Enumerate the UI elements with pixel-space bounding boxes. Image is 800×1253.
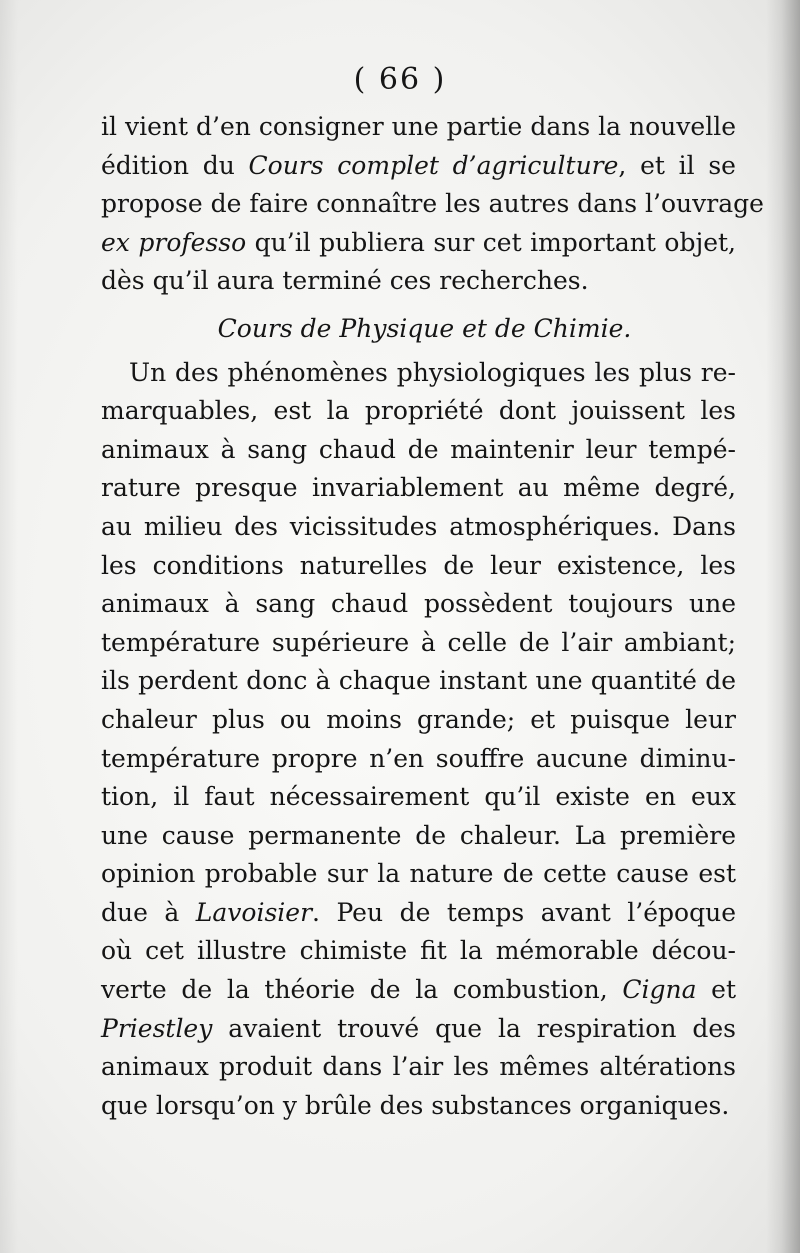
text-run: qu’il publiera sur cet important objet,: [246, 227, 736, 257]
text-run: animaux à sang chaud de maintenir leur tempé-: [101, 434, 736, 464]
text-line: [101, 108, 736, 147]
italic-text: Priestley: [101, 1013, 213, 1043]
text-line: [101, 547, 736, 586]
text-line: [101, 624, 736, 663]
section-heading: Cours de Physique et de Chimie.: [217, 313, 632, 343]
text-run: Un des phénomènes physiologiques les plus re-: [129, 357, 736, 387]
text-line: [101, 701, 736, 740]
text-line: [101, 894, 736, 933]
text-line: [101, 971, 736, 1010]
text-run: marquables, est la propriété dont jouissent les: [101, 396, 736, 426]
text-run: température supérieure à celle de l’air ambiant;: [101, 627, 736, 657]
text-run: les conditions naturelles de leur existence, les: [101, 550, 736, 580]
page-edge-shadow: [0, 0, 18, 1253]
text-line: [101, 855, 736, 894]
text-line: [101, 392, 736, 431]
text-run: édition du: [101, 150, 249, 180]
italic-text: ex professo: [101, 227, 247, 257]
text-run: ils perdent donc à chaque instant une quantité de: [101, 666, 736, 696]
page-body: [101, 108, 764, 1125]
text-line: [101, 662, 736, 701]
text-line: [101, 354, 736, 393]
text-line: [101, 262, 736, 301]
text-run: dès qu’il aura terminé ces recherches.: [101, 266, 589, 296]
text-run: et: [696, 975, 736, 1005]
text-run: opinion probable sur la nature de cette cause est: [101, 859, 736, 889]
text-line: [101, 1010, 736, 1049]
text-line: [101, 740, 736, 779]
text-run: où cet illustre chimiste fit la mémorable décou-: [101, 936, 736, 966]
italic-text: Cigna: [622, 975, 697, 1005]
text-run: , et il se: [618, 150, 736, 180]
text-line: [101, 1087, 736, 1126]
text-run: au milieu des vicissitudes atmosphériques. Dans: [101, 511, 736, 541]
italic-text: Cours complet d’agriculture: [248, 150, 619, 180]
text-line: [101, 585, 736, 624]
text-run: avaient trouvé que la respiration des: [212, 1013, 736, 1043]
text-line: [101, 431, 736, 470]
text-line: [101, 147, 736, 186]
text-line: [101, 508, 736, 547]
text-run: que lorsqu’on y brûle des substances organiques.: [101, 1090, 730, 1120]
text-run: due à: [101, 897, 196, 927]
text-line: [101, 1048, 736, 1087]
page-number: ( 66 ): [353, 62, 447, 97]
text-run: rature presque invariablement au même degré,: [101, 473, 736, 503]
text-run: température propre n’en souffre aucune diminu-: [101, 743, 736, 773]
paragraph-physique-chimie: [101, 354, 736, 1126]
binding-gutter-shadow: [766, 0, 800, 1253]
text-run: tion, il faut nécessairement qu’il existe en eux: [101, 782, 736, 812]
text-run: verte de la théorie de la combustion,: [101, 975, 623, 1005]
text-run: une cause permanente de chaleur. La première: [101, 820, 736, 850]
text-run: chaleur plus ou moins grande; et puisque leur: [101, 704, 736, 734]
text-run: . Peu de temps avant l’époque: [312, 897, 736, 927]
text-line: [101, 817, 736, 856]
text-run: animaux produit dans l’air les mêmes altérations: [101, 1052, 736, 1082]
text-run: il vient d’en consigner une partie dans la nouvelle: [101, 112, 736, 141]
italic-text: Lavoisier: [195, 897, 313, 927]
text-run: animaux à sang chaud possèdent toujours une: [101, 589, 736, 619]
text-line: [101, 185, 764, 224]
text-run: propose de faire connaître les autres dans l’ouvrage: [101, 189, 764, 219]
paragraph-continuation: [101, 108, 764, 301]
text-line: [101, 932, 736, 971]
text-line: [101, 224, 736, 263]
text-line: [101, 469, 736, 508]
text-line: [101, 778, 736, 817]
